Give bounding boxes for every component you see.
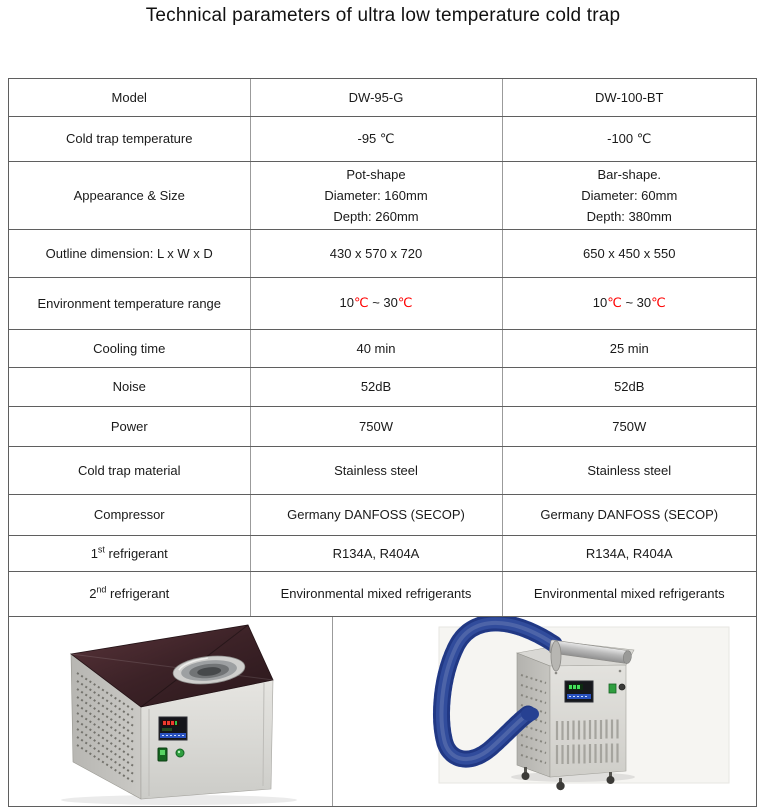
- table-row-model: [9, 79, 756, 116]
- row-label: Compressor: [9, 494, 250, 535]
- cell-dw95g: 52dB: [250, 367, 502, 406]
- temp-value: 10: [339, 295, 354, 310]
- cell-dw95g: DW-95-G: [250, 79, 502, 116]
- cell-dw100bt: 25 min: [502, 329, 756, 367]
- page-title: Technical parameters of ultra low temperature cold trap: [145, 5, 621, 26]
- table-row-cold-trap-temperature: [9, 116, 756, 161]
- table-row-compressor: [9, 494, 756, 535]
- row-label: Outline dimension: L x W x D: [9, 229, 250, 277]
- cell-dw95g: [250, 277, 502, 329]
- table-row-appearance-size: [9, 161, 756, 229]
- ordinal-number: 1: [90, 545, 98, 561]
- product-image-row: [9, 617, 756, 806]
- cell-dw95g: 750W: [250, 406, 502, 446]
- appearance-line: Pot-shape: [346, 166, 406, 182]
- control-knob: [619, 684, 625, 690]
- ordinal-suffix: nd: [96, 584, 107, 595]
- ordinal-number: 2: [89, 586, 97, 601]
- probe-flange: [551, 641, 561, 671]
- row-label: Appearance & Size: [9, 161, 250, 229]
- power-switch: [158, 748, 167, 761]
- hose-port: [521, 707, 539, 721]
- appearance-line: Depth: 260mm: [333, 208, 419, 224]
- cell-dw95g: 430 x 570 x 720: [250, 229, 502, 277]
- table-row-first-refrigerant: [9, 535, 756, 571]
- cell-dw100bt: [502, 277, 756, 329]
- celsius-symbol: ℃: [397, 295, 413, 310]
- cell-dw95g: Stainless steel: [250, 446, 502, 494]
- temperature-controller: [159, 717, 187, 740]
- cell-dw100bt: [502, 161, 756, 229]
- cell-dw100bt: 52dB: [502, 367, 756, 406]
- pot-shape-image-cell: [9, 617, 333, 806]
- row-label: Cold trap material: [9, 446, 250, 494]
- cell-dw100bt: 750W: [502, 406, 756, 446]
- cell-dw100bt: DW-100-BT: [502, 79, 756, 116]
- cell-dw95g: -95 ℃: [250, 116, 502, 161]
- table-row-second-refrigerant: [9, 571, 756, 616]
- row-label: [9, 571, 250, 616]
- power-button: [609, 684, 616, 693]
- table-row-power: [9, 406, 756, 446]
- appearance-line: Bar-shape.: [597, 166, 662, 182]
- temp-value: 10: [592, 295, 608, 310]
- row-label: Model: [9, 79, 250, 116]
- bar-shape-image-cell: [333, 617, 756, 806]
- floor-shadow: [61, 795, 297, 805]
- spec-table: [8, 78, 757, 807]
- cell-dw100bt: Stainless steel: [502, 446, 756, 494]
- table-row-outline-dimension: [9, 229, 756, 277]
- spec-table-grid: [9, 79, 756, 617]
- cell-dw100bt: Environmental mixed refrigerants: [502, 571, 756, 616]
- pot-shape-product-image: [9, 617, 332, 806]
- bar-shape-product-image: [333, 617, 755, 806]
- appearance-line: Diameter: 60mm: [581, 187, 678, 203]
- temp-value: 30: [636, 295, 652, 310]
- table-row-cooling-time: [9, 329, 756, 367]
- cell-dw95g: R134A, R404A: [250, 535, 502, 571]
- table-row-environment-temperature: [9, 277, 756, 329]
- row-label: Cold trap temperature: [9, 116, 250, 161]
- row-label-text: refrigerant: [106, 586, 170, 601]
- celsius-symbol: ℃: [607, 295, 622, 310]
- cell-dw95g: 40 min: [250, 329, 502, 367]
- cell-dw100bt: R134A, R404A: [502, 535, 756, 571]
- table-row-noise: [9, 367, 756, 406]
- row-label: Noise: [9, 367, 250, 406]
- temp-separator: ~: [368, 295, 384, 310]
- row-label: [9, 535, 250, 571]
- table-row-cold-trap-material: [9, 446, 756, 494]
- appearance-line: Depth: 380mm: [586, 208, 672, 224]
- cell-dw100bt: 650 x 450 x 550: [502, 229, 756, 277]
- cell-dw95g: Environmental mixed refrigerants: [250, 571, 502, 616]
- celsius-symbol: ℃: [651, 295, 666, 310]
- row-label: Power: [9, 406, 250, 446]
- temp-value: 30: [383, 295, 398, 310]
- row-label: Cooling time: [9, 329, 250, 367]
- ordinal-suffix: st: [97, 544, 105, 555]
- temp-separator: ~: [621, 295, 637, 310]
- temperature-controller: [565, 681, 593, 702]
- cell-dw95g: [250, 161, 502, 229]
- indicator-led: [176, 749, 184, 757]
- cell-dw100bt: -100 ℃: [502, 116, 756, 161]
- celsius-symbol: ℃: [353, 295, 369, 310]
- row-label: Environment temperature range: [9, 277, 250, 329]
- appearance-line: Diameter: 160mm: [324, 187, 428, 203]
- cell-dw100bt: Germany DANFOSS (SECOP): [502, 494, 756, 535]
- cell-dw95g: Germany DANFOSS (SECOP): [250, 494, 502, 535]
- row-label-text: refrigerant: [104, 545, 168, 561]
